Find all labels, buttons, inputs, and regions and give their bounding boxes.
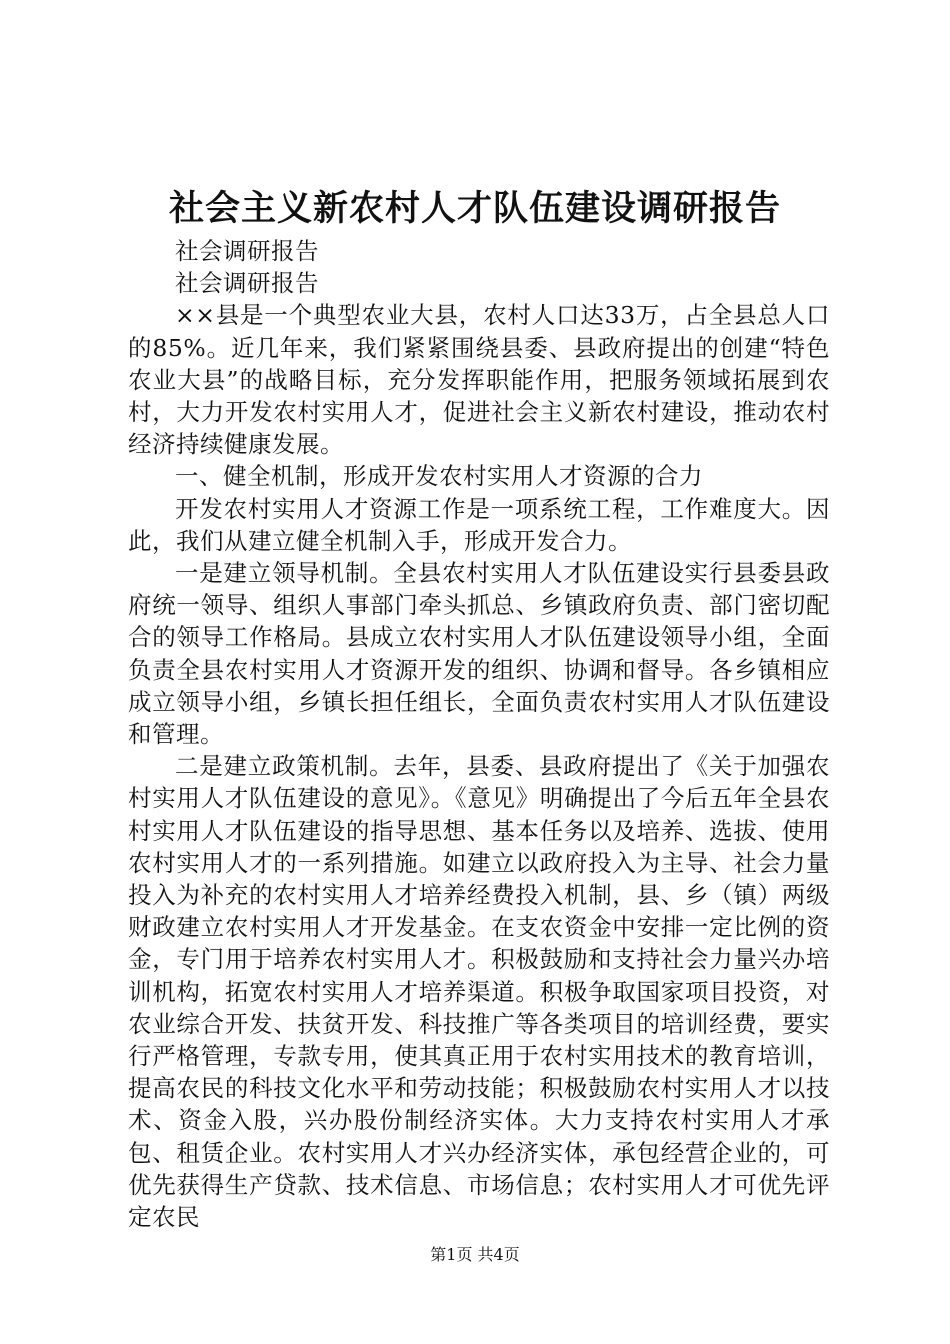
paragraph-subtitle-1: 社会调研报告 [175,237,319,265]
document-title: 社会主义新农村人才队伍建设调研报告 [168,188,781,229]
section-heading-1: 一、健全机制，形成开发农村实用人才资源的合力 [175,462,703,491]
paragraph-section-1-intro: 开发农村实用人才资源工作是一项系统工程，工作难度大。因此，我们从建立健全机制入手，形成开发合力。 [128,494,830,555]
paragraph-intro: ××县是一个典型农业大县，农村人口达33万，占全县总人口的85%。近几年来，我们紧紧围绕县委、县政府提出的创建“特色农业大县”的战略目标，充分发挥职能作用，把服务领域拓展到农村，大力开发农村实用人才，促进社会主义新农村建设，推动农村经济持续健康发展。 [128,301,830,459]
document-body [128,235,830,1233]
paragraph-policy-mechanism: 二是建立政策机制。去年，县委、县政府提出了《关于加强农村实用人才队伍建设的意见》。《意见》明确提出了今后五年全县农村实用人才队伍建设的指导思想、基本任务以及培养、选拔、使用农村实用人才的一系列措施。如建立以政府投入为主导、社会力量投入为补充的农村实用人才培养经费投入机制，县、乡（镇）两级财政建立农村实用人才开发基金。在支农资金中安排一定比例的资金，专门用于培养农村实用人才。积极鼓励和支持社会力量兴办培训机构，拓宽农村实用人才培养渠道。积极争取国家项目投资，对农业综合开发、扶贫开发、科技推广等各类项目的培训经费，要实行严格管理，专款专用，使其真正用于农村实用技术的教育培训，提高农民的科技文化水平和劳动技能；积极鼓励农村实用人才以技术、资金入股，兴办股份制经济实体。大力支持农村实用人才承包、租赁企业。农村实用人才兴办经济实体，承包经营企业的，可优先获得生产贷款、技术信息、市场信息；农村实用人才可优先评定农民 [128,752,830,1232]
paragraph-leadership-mechanism: 一是建立领导机制。全县农村实用人才队伍建设实行县委县政府统一领导、组织人事部门牵头抓总、乡镇政府负责、部门密切配合的领导工作格局。县成立农村实用人才队伍建设领导小组，全面负责全县农村实用人才资源开发的组织、协调和督导。各乡镇相应成立领导小组，乡镇长担任组长，全面负责农村实用人才队伍建设和管理。 [128,559,830,749]
paragraph-subtitle-2: 社会调研报告 [175,269,319,298]
page-number-footer: 第1页 共4页 [430,1245,520,1264]
